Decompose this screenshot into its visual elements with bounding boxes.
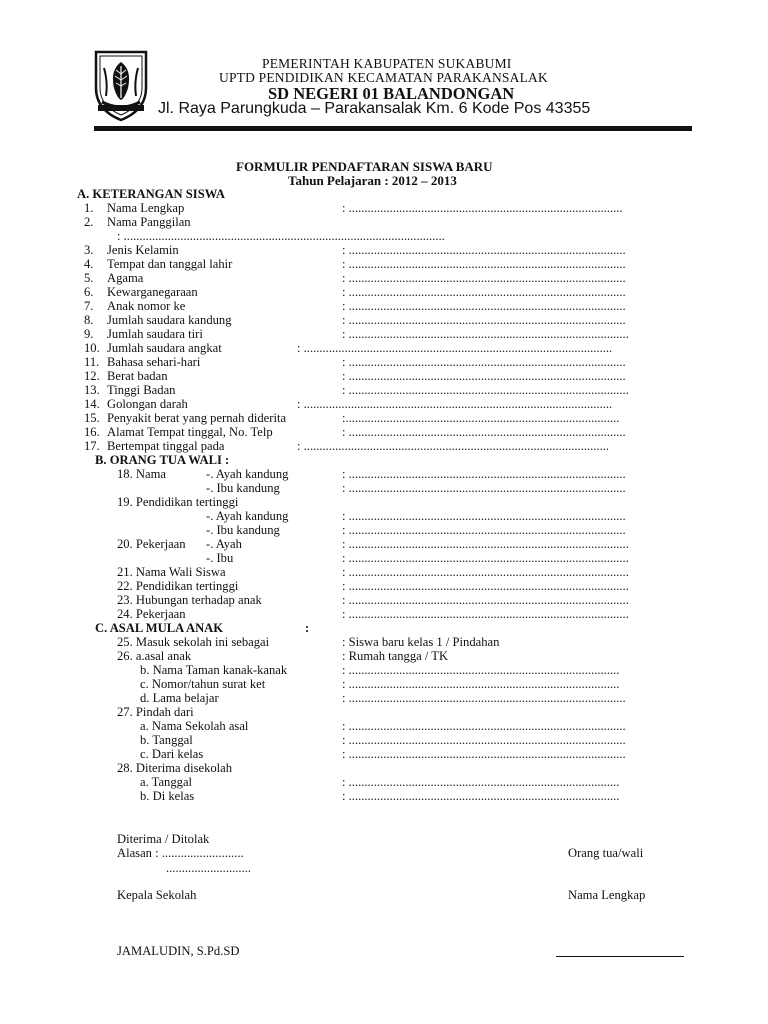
- parent-field-label: 21. Nama Wali Siswa: [117, 565, 226, 579]
- parent-field-label: 18. Nama: [117, 467, 166, 481]
- field-label: Agama: [107, 271, 144, 285]
- origin-field-value: : ........................................................................................: [342, 733, 626, 747]
- row-number: 4.: [84, 257, 94, 271]
- origin-field-label: 25. Masuk sekolah ini sebagai: [117, 635, 270, 649]
- field-value-continuation: : ......................................................................................................: [117, 229, 445, 243]
- form-title: FORMULIR PENDAFTARAN SISWA BARU: [236, 159, 493, 174]
- parent-field-value: : .........................................................................................: [342, 607, 629, 621]
- row-number: 9.: [84, 327, 94, 341]
- row-number: 10.: [84, 341, 100, 355]
- field-value: : .......................................................................................: [342, 201, 623, 215]
- parent-label: Orang tua/wali: [568, 846, 644, 860]
- section-c-heading: C. ASAL MULA ANAK: [95, 621, 224, 635]
- origin-field-value: : Siswa baru kelas 1 / Pindahan: [342, 635, 500, 649]
- origin-field-value: : ........................................................................................: [342, 691, 626, 705]
- field-label: Kewarganegaraan: [107, 285, 198, 299]
- row-number: 13.: [84, 383, 100, 397]
- row-number: 16.: [84, 425, 100, 439]
- parent-subfield-label: -. Ibu kandung: [206, 523, 280, 537]
- school-logo: [92, 48, 150, 124]
- field-label: Jumlah saudara tiri: [107, 327, 203, 341]
- field-label: Tinggi Badan: [107, 383, 176, 397]
- field-value: : .........................................................................................: [342, 327, 629, 341]
- origin-field-value: : ........................................................................................: [342, 719, 626, 733]
- parent-field-label: 24. Pekerjaan: [117, 607, 186, 621]
- parent-field-value: : .........................................................................................: [342, 565, 629, 579]
- field-value: : ........................................................................................: [342, 425, 626, 439]
- section-c-heading-colon: :: [305, 621, 310, 635]
- header-rule: [94, 126, 692, 131]
- parent-subfield-label: -. Ayah kandung: [206, 509, 289, 523]
- field-label: Bertempat tinggal pada: [107, 439, 225, 453]
- field-value: : ........................................................................................: [342, 271, 626, 285]
- parent-field-value: : ........................................................................................: [342, 523, 626, 537]
- form-year: Tahun Pelajaran : 2012 – 2013: [288, 173, 457, 188]
- origin-field-value: : ........................................................................................: [342, 747, 626, 761]
- field-label: Bahasa sehari-hari: [107, 355, 201, 369]
- origin-field-value: : ......................................................................................: [342, 775, 620, 789]
- parent-field-label: 19. Pendidikan tertinggi: [117, 495, 239, 509]
- regency-coat-of-arms-icon: [92, 48, 150, 124]
- origin-field-label: 28. Diterima disekolah: [117, 761, 233, 775]
- header-line-1: PEMERINTAH KABUPATEN SUKABUMI: [262, 56, 512, 71]
- parent-field-label: 20. Pekerjaan: [117, 537, 186, 551]
- field-value: : ..................................................................................................: [297, 397, 613, 411]
- origin-field-value: : ......................................................................................: [342, 789, 620, 803]
- school-address: Jl. Raya Parungkuda – Parakansalak Km. 6 Kode Pos 43355: [158, 100, 591, 117]
- row-number: 1.: [84, 201, 94, 215]
- row-number: 6.: [84, 285, 94, 299]
- origin-field-label: b. Nama Taman kanak-kanak: [140, 663, 288, 677]
- row-number: 8.: [84, 313, 94, 327]
- reason-line: Alasan : ..........................: [117, 846, 244, 860]
- origin-field-value: : Rumah tangga / TK: [342, 649, 449, 663]
- parent-field-value: : ........................................................................................: [342, 481, 626, 495]
- origin-field-label: 26. a.asal anak: [117, 649, 192, 663]
- field-label: Penyakit berat yang pernah diderita: [107, 411, 287, 425]
- origin-field-label: a. Tanggal: [140, 775, 193, 789]
- header-line-2: UPTD PENDIDIKAN KECAMATAN PARAKANSALAK: [219, 70, 548, 85]
- origin-field-value: : ......................................................................................: [342, 663, 620, 677]
- field-label: Golongan darah: [107, 397, 188, 411]
- parent-subfield-label: -. Ibu kandung: [206, 481, 280, 495]
- field-label: Jenis Kelamin: [107, 243, 179, 257]
- section-a-heading: A. KETERANGAN SISWA: [77, 187, 226, 201]
- field-label: Alamat Tempat tinggal, No. Telp: [107, 425, 273, 439]
- field-value: : .................................................................................................: [297, 439, 610, 453]
- field-value: : ........................................................................................: [342, 313, 626, 327]
- origin-field-label: c. Dari kelas: [140, 747, 204, 761]
- field-label: Anak nomor ke: [107, 299, 186, 313]
- row-number: 15.: [84, 411, 100, 425]
- field-value: : ........................................................................................: [342, 257, 626, 271]
- parent-field-value: : ........................................................................................: [342, 467, 626, 481]
- parent-field-value: : ........................................................................................: [342, 509, 626, 523]
- principal-name: JAMALUDIN, S.Pd.SD: [117, 944, 240, 958]
- parent-subfield-label: -. Ayah: [206, 537, 242, 551]
- field-label: Nama Lengkap: [107, 201, 185, 215]
- row-number: 17.: [84, 439, 100, 453]
- section-b-heading: B. ORANG TUA WALI :: [95, 453, 230, 467]
- field-value: : ..................................................................................................: [297, 341, 613, 355]
- row-number: 14.: [84, 397, 100, 411]
- field-label: Tempat dan tanggal lahir: [107, 257, 233, 271]
- signature-line: [556, 956, 684, 957]
- row-number: 2.: [84, 215, 94, 229]
- row-number: 7.: [84, 299, 94, 313]
- principal-title: Kepala Sekolah: [117, 888, 197, 902]
- field-label: Jumlah saudara kandung: [107, 313, 232, 327]
- field-value: : ........................................................................................: [342, 285, 626, 299]
- school-name: SD NEGERI 01 BALANDONGAN: [268, 84, 515, 103]
- parent-field-value: : .........................................................................................: [342, 537, 629, 551]
- field-label: Jumlah saudara angkat: [107, 341, 222, 355]
- parent-field-label: 22. Pendidikan tertinggi: [117, 579, 239, 593]
- parent-field-value: : .........................................................................................: [342, 579, 629, 593]
- origin-field-label: c. Nomor/tahun surat ket: [140, 677, 266, 691]
- parent-subfield-label: -. Ayah kandung: [206, 467, 289, 481]
- reason-continuation: ...........................: [166, 861, 252, 875]
- field-value: :.......................................................................................: [342, 411, 620, 425]
- field-value: : ........................................................................................: [342, 299, 626, 313]
- row-number: 11.: [84, 355, 100, 369]
- parent-field-label: 23. Hubungan terhadap anak: [117, 593, 262, 607]
- parent-subfield-label: -. Ibu: [206, 551, 234, 565]
- field-value: : ........................................................................................: [342, 369, 626, 383]
- full-name-label: Nama Lengkap: [568, 888, 646, 902]
- field-label: Nama Panggilan: [107, 215, 191, 229]
- origin-field-label: a. Nama Sekolah asal: [140, 719, 249, 733]
- parent-field-value: : .........................................................................................: [342, 593, 629, 607]
- origin-field-label: 27. Pindah dari: [117, 705, 194, 719]
- origin-field-value: : ......................................................................................: [342, 677, 620, 691]
- origin-field-label: d. Lama belajar: [140, 691, 219, 705]
- field-value: : .........................................................................................: [342, 383, 629, 397]
- field-label: Berat badan: [107, 369, 168, 383]
- accepted-rejected: Diterima / Ditolak: [117, 832, 210, 846]
- row-number: 5.: [84, 271, 94, 285]
- row-number: 3.: [84, 243, 94, 257]
- field-value: : ........................................................................................: [342, 243, 626, 257]
- parent-field-value: : .........................................................................................: [342, 551, 629, 565]
- origin-field-label: b. Tanggal: [140, 733, 193, 747]
- row-number: 12.: [84, 369, 100, 383]
- field-value: : ........................................................................................: [342, 355, 626, 369]
- origin-field-label: b. Di kelas: [140, 789, 195, 803]
